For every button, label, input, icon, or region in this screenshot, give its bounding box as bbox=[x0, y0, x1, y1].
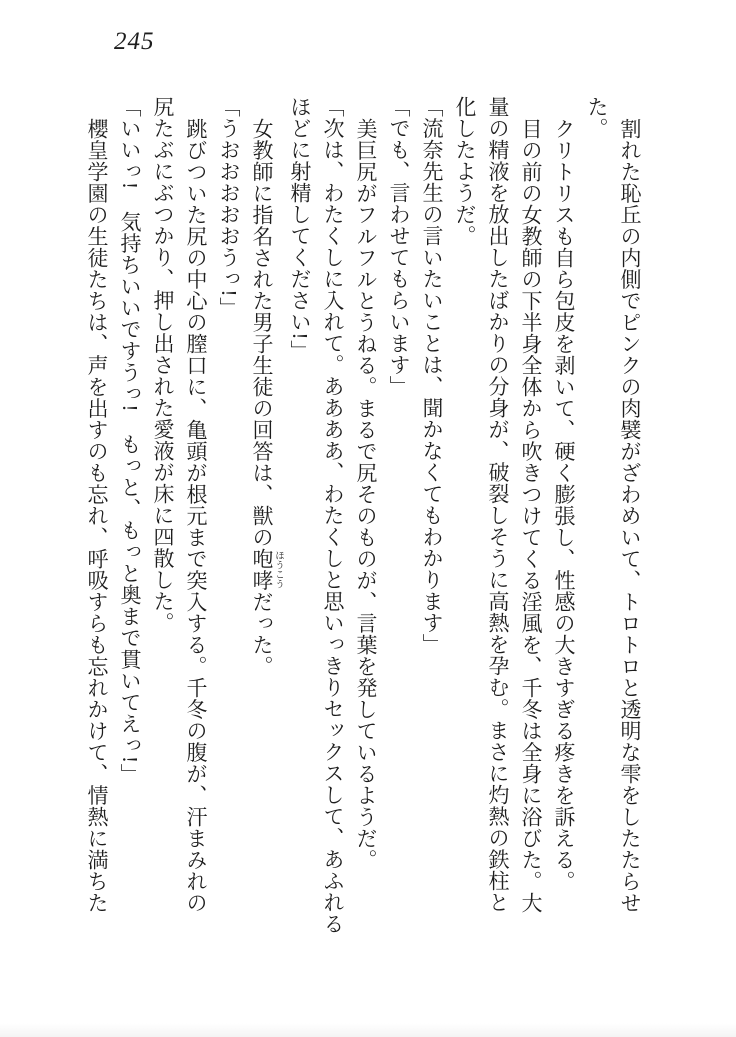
text-segment: 女教師に指名された男子生徒の回答は、獣の bbox=[250, 117, 274, 548]
text-line: 「でも、言わせてもらいます」 bbox=[387, 96, 411, 397]
text-line: 量の精液を放出したばかりの分身が、破裂しそうに高熱を孕む。まさに灼熱の鉄柱と bbox=[486, 96, 510, 913]
text-line: 「いいっ! 気持ちいいですうっ! もっと、もっと奥まで貫いてえっ!」 bbox=[118, 96, 142, 785]
text-line: ほどに射精してください!」 bbox=[288, 96, 312, 362]
text-line: 「流奈先生の言いたいことは、聞かなくてもわかります」 bbox=[420, 96, 444, 655]
ruby-base: 咆哮 bbox=[250, 547, 274, 591]
text-line: 「次は、わたくしに入れて。ああああ、わたくしと思いっきりセックスして、あふれる bbox=[321, 96, 345, 935]
text-line: 尻たぶにぶつかり、押し出された愛液が床に四散した。 bbox=[151, 96, 175, 634]
text-line: 化したようだ。 bbox=[453, 96, 477, 247]
page-number: 245 bbox=[114, 28, 155, 55]
text-line: クリトリスも自ら包皮を剥いて、硬く膨張し、性感の大きすぎる疼きを訴える。 bbox=[552, 117, 576, 892]
furigana-ruby bbox=[250, 547, 283, 591]
text-line: 「うおおおおおうっ!」 bbox=[217, 96, 241, 319]
page-text bbox=[80, 96, 646, 938]
text-segment: だった。 bbox=[250, 590, 274, 677]
text-line: 目の前の女教師の下半身全体から吹きつけてくる淫風を、千冬は全身に浴びた。大 bbox=[519, 117, 543, 913]
text-line: 割れた恥丘の内側でピンクの肉襞がざわめいて、トロトロと透明な雫をしたたらせ bbox=[618, 117, 642, 913]
text-line: 跳びついた尻の中心の膣口に、亀頭が根元まで突入する。千冬の腹が、汗まみれの bbox=[184, 117, 208, 913]
text-line: 美巨尻がフルフルとうねる。まるで尻そのものが、言葉を発しているようだ。 bbox=[354, 117, 378, 870]
ruby-text: ほうこう bbox=[273, 547, 283, 591]
text-line: た。 bbox=[585, 96, 609, 139]
text-line: 櫻皇学園の生徒たちは、声を出すのも忘れ、呼吸すらも忘れかけて、情熱に満ちた bbox=[85, 117, 109, 913]
text-line-with-furigana bbox=[245, 96, 283, 938]
page-edge-shadow bbox=[0, 1023, 736, 1037]
